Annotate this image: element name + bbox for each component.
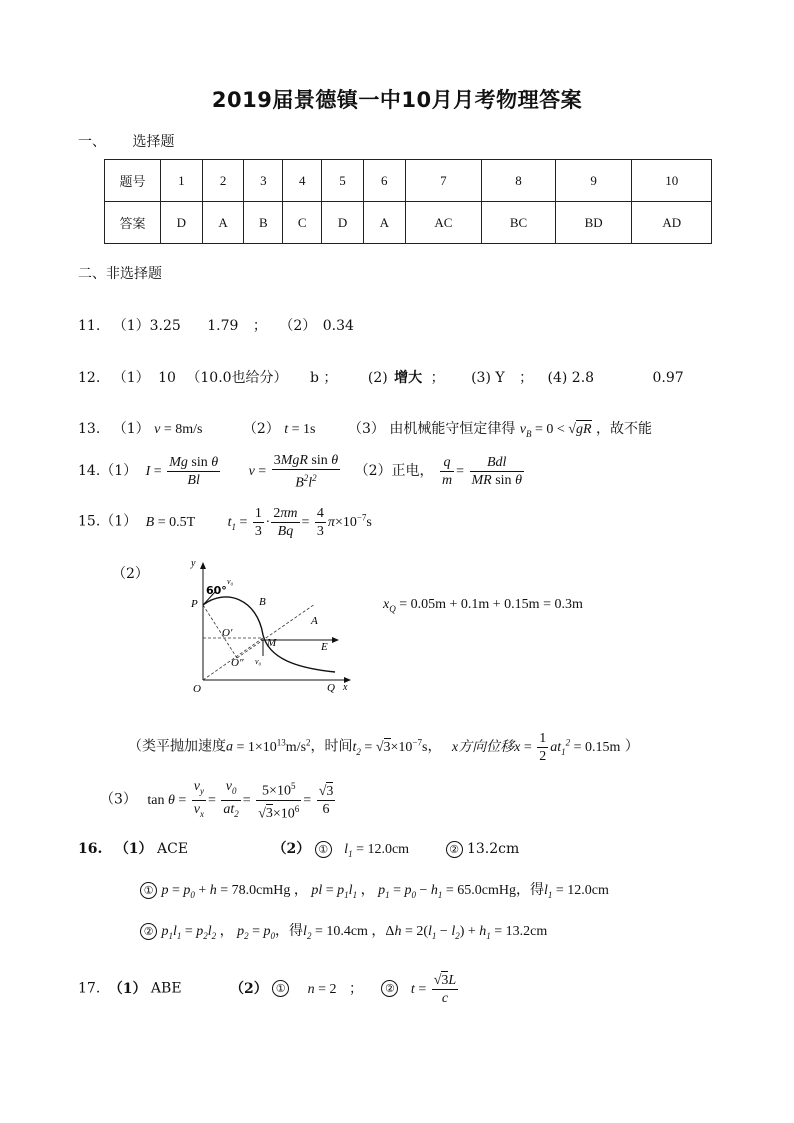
question-number: 14.（1）: [78, 463, 138, 480]
separator: ；: [252, 318, 267, 334]
table-cell: 3: [244, 160, 283, 202]
answer-part: (4) 2.8: [547, 370, 595, 386]
table-cell: 7: [405, 160, 482, 202]
answer-16: [78, 838, 519, 859]
label-B: B: [259, 596, 266, 608]
label-P: P: [191, 598, 198, 610]
table-row-numbers: [105, 160, 712, 202]
answer-part: （2）: [279, 318, 317, 334]
table-cell: A: [363, 202, 405, 244]
table-cell: A: [202, 202, 244, 244]
table-cell: 9: [555, 160, 632, 202]
question-number: 15.（1）: [78, 513, 138, 530]
label-Q: Q: [327, 682, 335, 694]
answer-12: [78, 367, 684, 387]
question-number: 16.: [78, 841, 103, 857]
answer-value: 13.2cm: [466, 841, 520, 857]
label-M: M: [267, 637, 277, 649]
answer-text: ，故不能: [596, 421, 652, 437]
answer-15-part-3: [100, 778, 337, 823]
table-cell: D: [322, 202, 364, 244]
equation-t2: t = $\frac{√3L}{c}$: [410, 973, 457, 1006]
label-x: x: [343, 682, 348, 693]
equation-xq: $x_Q = 0.05m + 0.1m + 0.15m = 0.3m$: [383, 597, 583, 614]
answer-17: [78, 972, 460, 1007]
separator: ；: [519, 370, 534, 386]
trajectory-figure: [185, 560, 355, 695]
circled-number: ②: [140, 923, 157, 940]
answer-part: (2): [367, 370, 388, 386]
question-number: 13.: [78, 421, 101, 437]
answer-part: （2）: [230, 980, 268, 997]
label-O-prime: O′: [222, 627, 233, 639]
table-cell: AC: [405, 202, 482, 244]
equation-current: I = $\frac{\text{Mg sin θ}}{Bl}$: [145, 455, 219, 489]
circled-number: ②: [381, 980, 398, 997]
equation-charge-mass: $\frac{q}{m}$ = $\frac{\text{Bdl}}{\text{MR sin θ}}$: [441, 455, 522, 489]
answer-11: [78, 315, 354, 335]
label-E: E: [321, 641, 328, 653]
equation-n: n = 2: [307, 981, 337, 997]
table-cell: BC: [482, 202, 556, 244]
label-A: A: [311, 615, 318, 627]
note-text: （类平抛加速度: [128, 738, 226, 755]
answer-part: （2）: [272, 841, 311, 857]
equation-time2: $t_2 = √3\times 10^{-7}s$: [352, 737, 428, 757]
acceleration-note: （类平抛加速度$a = 1\times 10^{13}m/s^2$，时间$t_2 = √3\times 10^{-7}s$， x方向位移x = $\frac{1}{2}$ $at_1^2 = 0.15m$ ）: [128, 731, 639, 764]
answer-value: 10: [158, 370, 176, 386]
table-cell: 8: [482, 160, 556, 202]
answer-16-detail-2: [140, 920, 547, 941]
table-cell: 6: [363, 160, 405, 202]
answer-value: 增大: [394, 370, 423, 386]
circled-number: ②: [446, 841, 463, 858]
answer-part: （1）: [108, 980, 147, 997]
answer-part: (3) Y: [471, 370, 505, 386]
answer-13: [78, 418, 652, 439]
table-cell: AD: [632, 202, 712, 244]
section-1-number: 一、: [78, 134, 106, 150]
circled-number: ①: [140, 882, 157, 899]
table-cell: BD: [555, 202, 632, 244]
equation-p1l1: $p_1l_1 = p_2l_2$ ， $p_2 = p_0$: [161, 924, 276, 941]
equation-time1: $t_1$ = $\frac{1}{3}$ · $\frac{2\pi m}{Bq}$ = $\frac{4}{3}$ $\pi\times 10^{-7}s$: [227, 506, 372, 539]
separator: ；: [430, 370, 445, 386]
answer-part: （1）: [112, 421, 150, 437]
table-cell: 2: [202, 160, 244, 202]
answer-value: ACE: [157, 841, 189, 857]
y-axis-arrow: [200, 562, 206, 569]
label-v0-bottom: v₀: [255, 657, 262, 666]
circled-number: ①: [315, 841, 332, 858]
separator: ；: [349, 980, 364, 997]
answer-part: （1）3.25: [112, 318, 181, 334]
table-cell: D: [161, 202, 203, 244]
table-cell: C: [283, 202, 322, 244]
label-v0-top: v₀: [227, 577, 234, 586]
section-2-heading: 二、非选择题: [78, 266, 162, 282]
answer-part: （3）: [347, 421, 385, 437]
answer-text: ，得: [515, 882, 544, 898]
table-cell: 5: [322, 160, 364, 202]
arrow-E: [332, 637, 339, 643]
answer-14: [78, 452, 526, 492]
table-row-answers: [105, 202, 712, 244]
answer-part: （3）: [100, 791, 137, 808]
answer-value: 0.97: [652, 370, 684, 386]
part-2-label: （2）: [112, 566, 149, 582]
label-O: O: [193, 683, 201, 695]
answer-text: ，得: [275, 923, 304, 939]
answer-15: [78, 505, 372, 540]
table-cell: B: [244, 202, 283, 244]
circled-number: ①: [272, 980, 289, 997]
equation-tan: tan θ = $\frac{v_y}{v_x}$ = $\frac{v_0}{at_2}$ = $\frac{5\times 10^5}{√3\times 10^6}$ = $\frac{√3}{6}$: [147, 779, 334, 822]
table-header-cell: 题号: [105, 160, 161, 202]
equation-x: x = $\frac{1}{2}$ $at_1^2 = 0.15m$: [514, 731, 621, 764]
equation-l1: $l_1 = 12.0cm$: [344, 842, 410, 859]
answer-part: （1）: [114, 841, 153, 857]
answer-part: （2）: [242, 421, 280, 437]
answer-text: 由机械能守恒定律得: [389, 421, 516, 437]
angle-label: 60°: [206, 584, 227, 597]
answer-value: b ；: [310, 370, 338, 386]
answer-value: ABE: [150, 980, 182, 997]
equation-vb: $v_B = 0 < √gR$: [519, 422, 592, 439]
question-number: 11.: [78, 318, 101, 334]
equation-l1-result: $l_1 = 12.0cm$: [543, 883, 609, 900]
equation-l2: $l_2 = 10.4cm$ ，$\Delta h = 2(l_1 - l_2) + h_1 = 13.2cm$: [303, 924, 548, 941]
equation-v: v = 8m/s: [154, 422, 203, 437]
equation-t: t = 1s: [284, 422, 316, 437]
equation-acc: $a = 1\times 10^{13}m/s^2$: [226, 737, 311, 755]
page-title: 2019届景德镇一中10月月考物理答案: [211, 88, 583, 112]
table-cell: 10: [632, 160, 712, 202]
table-cell: 4: [283, 160, 322, 202]
answer-table: [104, 159, 712, 244]
answer-part: （1）: [112, 370, 150, 386]
equation-field: B = 0.5T: [145, 514, 196, 530]
note-text: ）: [624, 738, 639, 755]
note-text: x方向位移: [451, 739, 515, 755]
dashed-line-A: [237, 604, 315, 658]
answer-note: （10.0也给分）: [186, 370, 288, 386]
answer-16-detail-1: [140, 879, 609, 900]
table-header-cell: 答案: [105, 202, 161, 244]
equation-velocity: v = $\frac{\text{3MgR sin θ}}{B^2l^2}$: [248, 453, 339, 491]
section-1-heading: [78, 131, 174, 151]
label-O-double-prime: O″: [231, 657, 244, 669]
question-number: 17.: [78, 980, 101, 997]
equation-p: $p = p_0 + h$ = 78.0cmHg ， pl = $p_1l_1$ ， $p_1 = p_0 - h_1$ = 65.0cmHg: [161, 883, 516, 900]
answer-value: 0.34: [322, 318, 354, 334]
label-y: y: [191, 560, 196, 569]
answer-value: 1.79: [207, 318, 239, 334]
answer-part: （2）正电，: [354, 463, 434, 480]
section-1-label: 选择题: [132, 134, 175, 150]
question-number: 12.: [78, 370, 101, 386]
note-text: ，时间: [310, 738, 353, 755]
table-cell: 1: [161, 160, 203, 202]
